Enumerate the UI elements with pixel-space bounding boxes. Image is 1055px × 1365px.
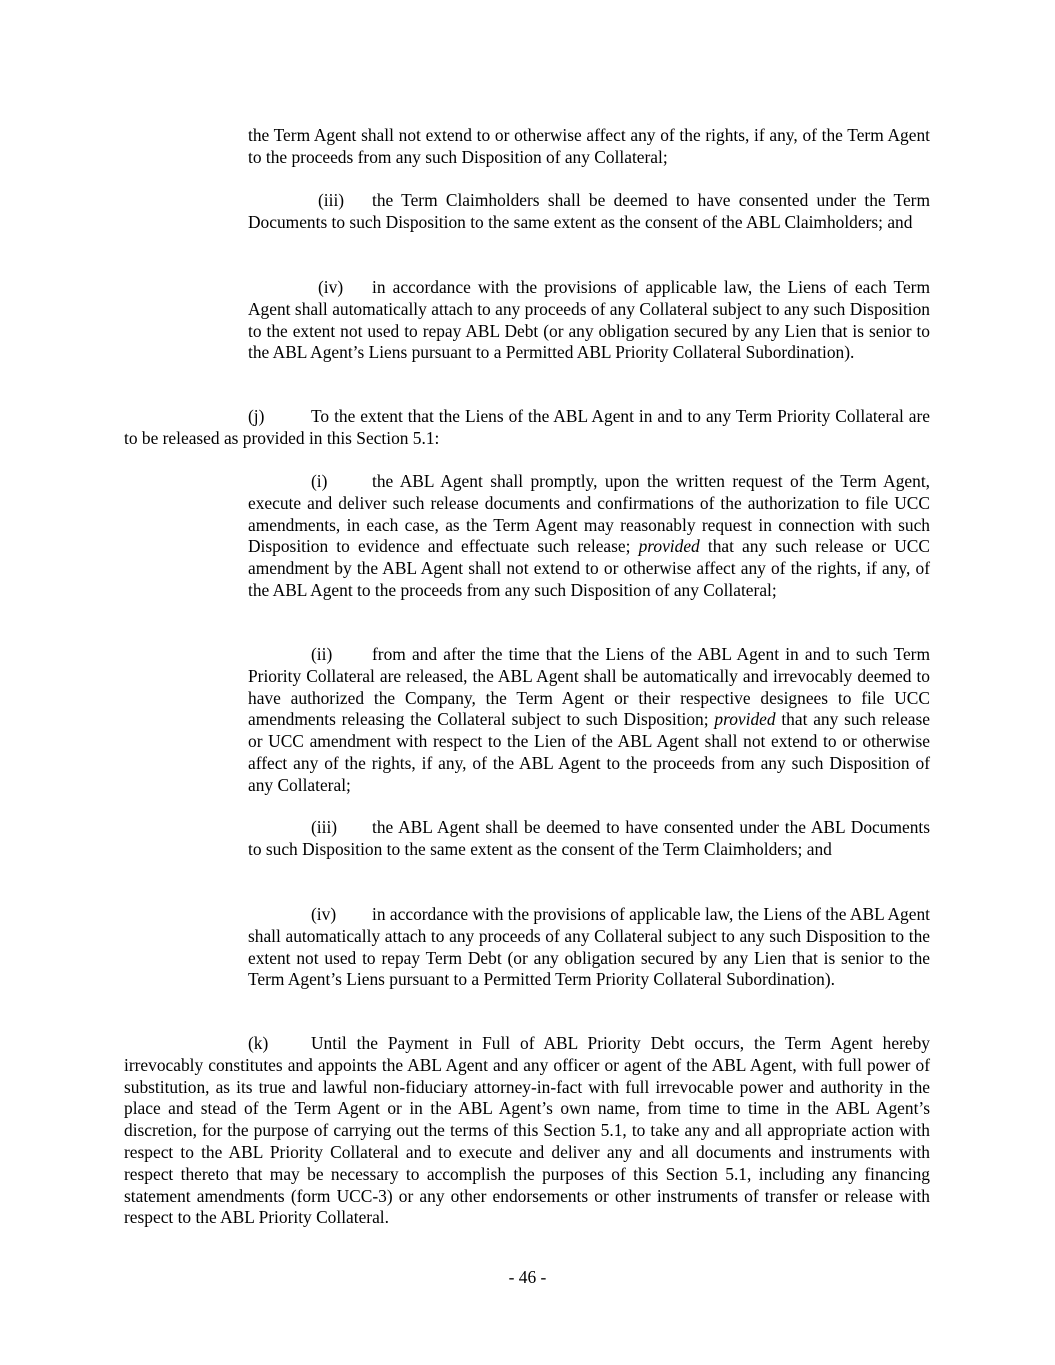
- paragraph-text: that any such release or UCC amendment with respect to the Lien of the ABL Agent shall not extend to or otherwise affect any of the rights, if any, of the ABL Agent to the proceeds from any such Disposition of any Collateral;: [248, 709, 930, 795]
- clause-label: (ii): [311, 644, 333, 664]
- paragraph-text: To the extent that the Liens of the ABL Agent in and to any Term Priority Collateral are to be released as provided in this Section 5.1:: [124, 406, 930, 448]
- paragraph-text: Until the Payment in Full of ABL Priority Debt occurs, the Term Agent hereby irrevocably constitutes and appoints the ABL Agent and any officer or agent of the ABL Agent, with full power of substitution, as its true and lawful non-fiduciary attorney-in-fact with full irrevocable power and authority in the place and stead of the Term Agent or in the ABL Agent’s own name, from time to time in the ABL Agent’s discretion, for the purpose of carrying out the terms of this Section 5.1, to take any and all appropriate action with respect to the ABL Priority Collateral and to execute and deliver any and all documents and instruments with respect thereto that may be necessary to accomplish the purposes of this Section 5.1, including any financing statement amendments (form UCC-3) or any other endorsements or other instruments of transfer or release with respect to the ABL Priority Collateral.: [124, 1033, 930, 1228]
- clause-label: (i): [311, 471, 328, 491]
- paragraph-clause-j-i: [248, 471, 930, 602]
- clause-label: (iv): [318, 277, 344, 297]
- paragraph-text: that any such release or UCC amendment by the ABL Agent shall not extend to or otherwise affect any of the rights, if any, of the ABL Agent to the proceeds from any such Disposition of any Collateral;: [248, 536, 930, 600]
- clause-label: (k): [248, 1033, 269, 1053]
- clause-label: (iv): [311, 904, 337, 924]
- paragraph-text: the ABL Agent shall be deemed to have consented under the ABL Documents to such Disposition to the same extent as the consent of the Term Claimholders; and: [248, 817, 930, 859]
- clause-label: (j): [248, 406, 265, 426]
- italic-provided: provided: [714, 709, 776, 730]
- paragraph-text: in accordance with the provisions of applicable law, the Liens of the ABL Agent shall automatically attach to any proceeds of any Collateral subject to any such Disposition to the extent not used to repay Term Debt (or any obligation secured by any Lien that is senior to the Term Agent’s Liens pursuant to a Permitted Term Priority Collateral Subordination).: [248, 904, 930, 990]
- clause-label: (iii): [318, 190, 345, 210]
- paragraph-clause-iv-term: [248, 277, 930, 364]
- paragraph-text: from and after the time that the Liens of the ABL Agent in and to such Term Priority Collateral are released, the ABL Agent shall be automatically and irrevocably deemed to have authorized the Company, the Term Agent or their respective designees to file UCC amendments releasing the Collateral subject to such Disposition;: [248, 644, 930, 730]
- clause-label: (iii): [311, 817, 338, 837]
- paragraph-clause-j-iii: [248, 817, 930, 861]
- paragraph-text: in accordance with the provisions of applicable law, the Liens of each Term Agent shall automatically attach to any proceeds of any Collateral subject to any such Disposition to the extent not used to repay ABL Debt (or any obligation secured by any Lien that is senior to the ABL Agent’s Liens pursuant to a Permitted ABL Priority Collateral Subordination).: [248, 277, 930, 363]
- paragraph-section-k: [124, 1033, 930, 1229]
- paragraph-clause-j-ii: [248, 644, 930, 797]
- paragraph-clause-iii-term: [248, 190, 930, 234]
- paragraph-clause-j-iv: [248, 904, 930, 991]
- paragraph-text: the Term Agent shall not extend to or otherwise affect any of the rights, if any, of the Term Agent to the proceeds from any such Disposition of any Collateral;: [248, 125, 930, 167]
- paragraph-section-j: [124, 406, 930, 450]
- paragraph-carryover: [248, 125, 930, 169]
- paragraph-text: the ABL Agent shall promptly, upon the written request of the Term Agent, execute and deliver such release documents and confirmations of the authorization to file UCC amendments, in each case, as the Term Agent may reasonably request in connection with such Disposition to evidence and effectuate such release;: [248, 471, 930, 557]
- paragraph-text: the Term Claimholders shall be deemed to have consented under the Term Documents to such Disposition to the same extent as the consent of the ABL Claimholders; and: [248, 190, 930, 232]
- page-number: - 46 -: [508, 1267, 547, 1287]
- italic-provided: provided: [638, 536, 700, 557]
